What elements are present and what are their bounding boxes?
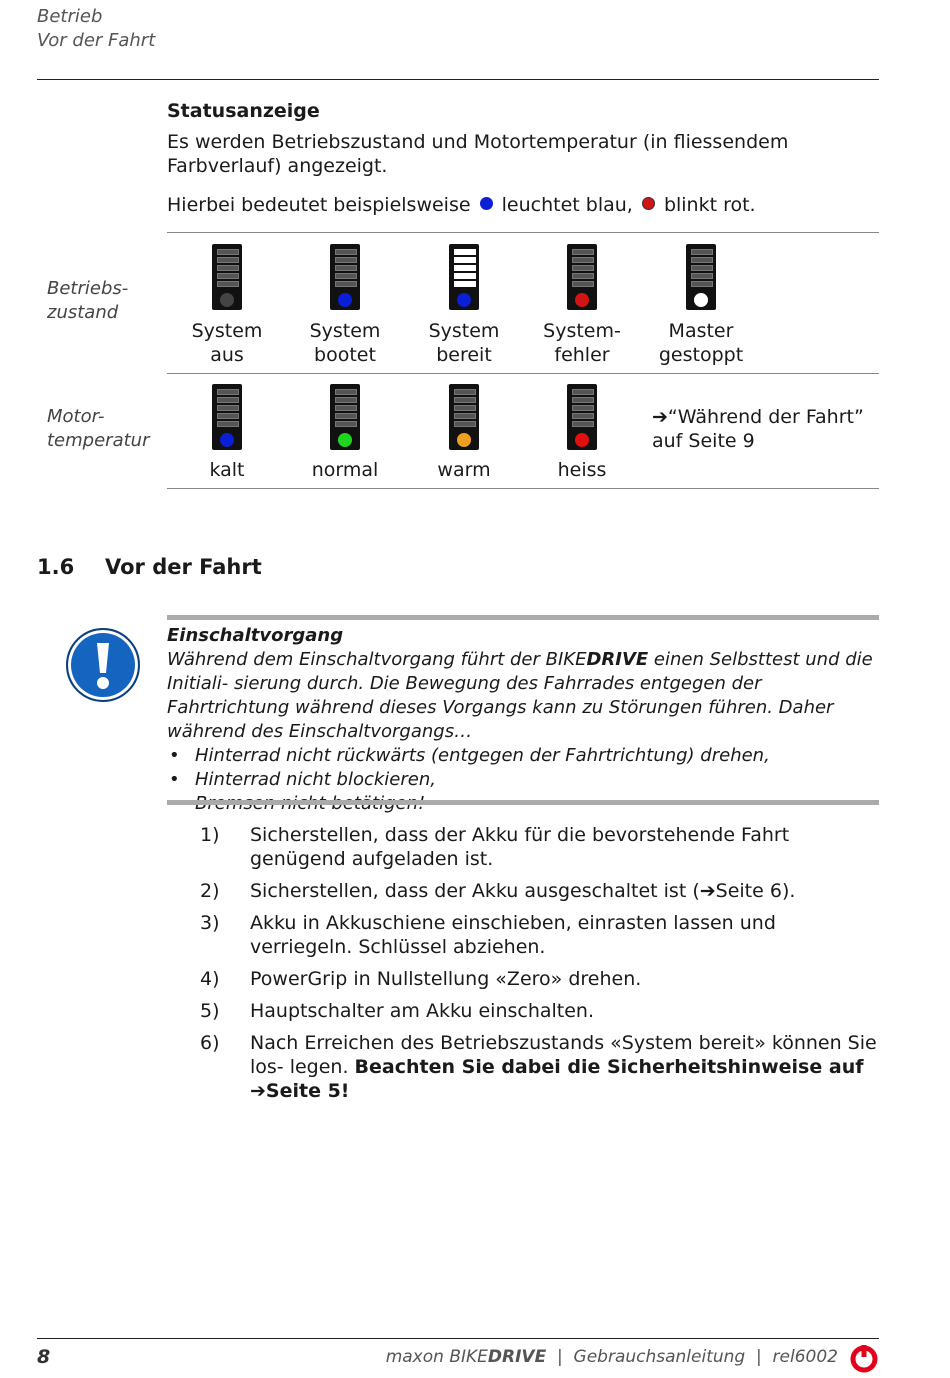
caption-line: bereit — [436, 344, 492, 366]
temperature-caption: heiss — [557, 459, 607, 481]
row-label-motor-temp — [47, 405, 149, 453]
indicator-bar — [217, 413, 239, 419]
warning-body — [167, 648, 882, 744]
indicator-bar — [335, 273, 357, 279]
indicator-bar — [572, 421, 594, 427]
indicator-bar — [335, 389, 357, 395]
row-label-line: Betriebs- — [47, 278, 129, 299]
reference-line: auf Seite 9 — [652, 430, 755, 452]
indicator-bar — [335, 413, 357, 419]
indicator-bar — [217, 389, 239, 395]
legend-red: blinkt rot. — [663, 194, 756, 216]
temperature-caption: kalt — [209, 459, 245, 481]
warning-brand: DRIVE — [586, 649, 649, 670]
caption-line: System — [191, 320, 263, 342]
header-section: Vor der Fahrt — [37, 30, 156, 51]
indicator-bar — [572, 405, 594, 411]
status-title: Statusanzeige — [167, 100, 320, 122]
table-bottom-rule — [167, 488, 879, 489]
indicator-bar — [217, 405, 239, 411]
warning-bullet: • Hinterrad nicht rückwärts (entgegen der Fahrtrichtung) drehen, — [167, 744, 882, 768]
footer-doc-info: | Gebrauchsanleitung | rel6002 — [546, 1347, 838, 1367]
indicator-bar — [454, 405, 476, 411]
status-caption — [636, 319, 766, 367]
step-number: 4) — [200, 968, 220, 990]
indicator-bar — [335, 265, 357, 271]
indicator-bar — [572, 413, 594, 419]
led-icon — [220, 293, 234, 307]
indicator-bar — [572, 281, 594, 287]
caption-line: System — [309, 320, 381, 342]
status-caption — [517, 319, 647, 367]
indicator-bar — [572, 389, 594, 395]
step-text: Sicherstellen, dass der Akku ausgeschaltet ist (➔Seite 6). — [250, 880, 796, 902]
step-text-main: Nach Erreichen des Betriebszustands «System bereit» können Sie los- legen. — [250, 1032, 877, 1078]
warning-body-post: einen Selbsttest und die Initiali- sierung durch. Die Bewegung des Fahrrades entgegen der Fahrtrichtung während dieses Vorgangs kann zu Störungen führen. Daher während des Einschaltvorgangs… — [167, 649, 873, 742]
led-icon — [338, 433, 352, 447]
step-number: 3) — [200, 912, 220, 934]
indicator-bar — [217, 281, 239, 287]
step-text — [250, 1031, 880, 1103]
row-label-line: Motor- — [47, 406, 105, 427]
legend-prefix: Hierbei bedeutet beispielsweise — [167, 194, 471, 216]
step-number: 5) — [200, 1000, 220, 1022]
temperature-indicator-icon — [567, 384, 597, 450]
warning-bullet: • Hinterrad nicht blockieren, — [167, 768, 882, 792]
indicator-bar — [335, 249, 357, 255]
list-item — [200, 999, 880, 1023]
caption-line: Master — [668, 320, 734, 342]
warning-title: Einschaltvorgang — [167, 625, 344, 646]
caption-line: System — [428, 320, 500, 342]
list-item — [200, 967, 880, 991]
caption-line: gestoppt — [658, 344, 744, 366]
row-label-operating-state — [47, 277, 128, 325]
footer-rule — [37, 1338, 879, 1339]
step-text: Sicherstellen, dass der Akku für die bevorstehende Fahrt genügend aufgeladen ist. — [250, 824, 790, 870]
indicator-bar — [691, 257, 713, 263]
caption-line: System- — [543, 320, 621, 342]
indicator-bar — [572, 397, 594, 403]
temperature-indicator-icon — [212, 384, 242, 450]
led-icon — [694, 293, 708, 307]
indicator-bar — [335, 421, 357, 427]
indicator-bar — [691, 249, 713, 255]
section-title: Vor der Fahrt — [105, 555, 262, 579]
indicator-bar — [217, 273, 239, 279]
led-icon — [457, 433, 471, 447]
caption-line: fehler — [554, 344, 610, 366]
led-icon — [338, 293, 352, 307]
list-item — [200, 879, 880, 903]
table-mid-rule — [167, 373, 879, 374]
indicator-bar — [217, 249, 239, 255]
step-number: 1) — [200, 824, 220, 846]
indicator-bar — [454, 421, 476, 427]
status-caption — [399, 319, 529, 367]
indicator-bar — [217, 257, 239, 263]
indicator-bar — [572, 249, 594, 255]
header-rule — [37, 79, 879, 80]
reference-line: ➔“Während der Fahrt” — [652, 406, 864, 428]
exclamation-icon — [66, 628, 140, 702]
footer-brand-a: maxon BIKE — [385, 1347, 488, 1367]
indicator-bar — [454, 265, 476, 271]
step-number: 2) — [200, 880, 220, 902]
indicator-bar — [454, 281, 476, 287]
temperature-caption: normal — [311, 459, 379, 481]
temperature-indicator-icon — [330, 384, 360, 450]
indicator-bar — [217, 421, 239, 427]
page-number: 8 — [37, 1346, 51, 1368]
running-header — [37, 5, 155, 53]
indicator-bar — [572, 273, 594, 279]
step-text-bold: Beachten Sie dabei die Sicherheitshinweise auf ➔Seite 5! — [250, 1056, 864, 1102]
footer-brand — [386, 1347, 838, 1367]
blue-led-icon — [480, 197, 493, 210]
indicator-bar — [217, 397, 239, 403]
footer-brand-b: DRIVE — [487, 1347, 547, 1367]
row-label-line: temperatur — [47, 430, 150, 451]
indicator-bar — [454, 413, 476, 419]
indicator-bar — [572, 265, 594, 271]
indicator-bar — [335, 257, 357, 263]
caption-line: bootet — [314, 344, 376, 366]
indicator-bar — [454, 249, 476, 255]
indicator-bar — [454, 397, 476, 403]
header-chapter: Betrieb — [37, 6, 103, 27]
step-list — [200, 823, 880, 1111]
step-text: Akku in Akkuschiene einschieben, einrasten lassen und verriegeln. Schlüssel abziehen. — [250, 912, 776, 958]
step-text: PowerGrip in Nullstellung «Zero» drehen. — [250, 968, 642, 990]
indicator-bar — [454, 389, 476, 395]
indicator-bar — [454, 257, 476, 263]
warning-body-pre: Während dem Einschaltvorgang führt der BIKE — [167, 649, 587, 670]
status-legend — [167, 193, 887, 217]
legend-blue: leuchtet blau, — [501, 194, 633, 216]
indicator-bar — [691, 273, 713, 279]
indicator-bar — [217, 265, 239, 271]
list-item — [200, 911, 880, 959]
warning-top-bar — [167, 615, 879, 620]
warning-bottom-bar — [167, 800, 879, 805]
status-intro: Es werden Betriebszustand und Motortemperatur (in fliessendem Farbverlauf) angezeigt. — [167, 131, 789, 177]
warning-bullets — [167, 744, 882, 816]
status-indicator-icon — [567, 244, 597, 310]
status-indicator-icon — [449, 244, 479, 310]
table-top-rule — [167, 232, 879, 233]
section-number: 1.6 — [37, 555, 75, 579]
red-led-icon — [642, 197, 655, 210]
indicator-bar — [454, 273, 476, 279]
status-indicator-icon — [686, 244, 716, 310]
status-indicator-icon — [212, 244, 242, 310]
step-number: 6) — [200, 1032, 220, 1054]
indicator-bar — [335, 405, 357, 411]
led-icon — [457, 293, 471, 307]
caption-line: aus — [210, 344, 244, 366]
led-icon — [575, 433, 589, 447]
led-icon — [220, 433, 234, 447]
status-indicator-icon — [330, 244, 360, 310]
status-caption — [280, 319, 410, 367]
step-text: Hauptschalter am Akku einschalten. — [250, 1000, 595, 1022]
temperature-indicator-icon — [449, 384, 479, 450]
indicator-bar — [572, 257, 594, 263]
temperature-caption: warm — [437, 459, 491, 481]
list-item — [200, 823, 880, 871]
indicator-bar — [691, 265, 713, 271]
maxon-logo-icon — [849, 1343, 879, 1373]
indicator-bar — [335, 397, 357, 403]
status-caption — [162, 319, 292, 367]
led-icon — [575, 293, 589, 307]
reference-link[interactable] — [652, 405, 864, 453]
indicator-bar — [335, 281, 357, 287]
row-label-line: zustand — [47, 302, 119, 323]
list-item — [200, 1031, 880, 1103]
warning-text — [167, 624, 882, 816]
indicator-bar — [691, 281, 713, 287]
